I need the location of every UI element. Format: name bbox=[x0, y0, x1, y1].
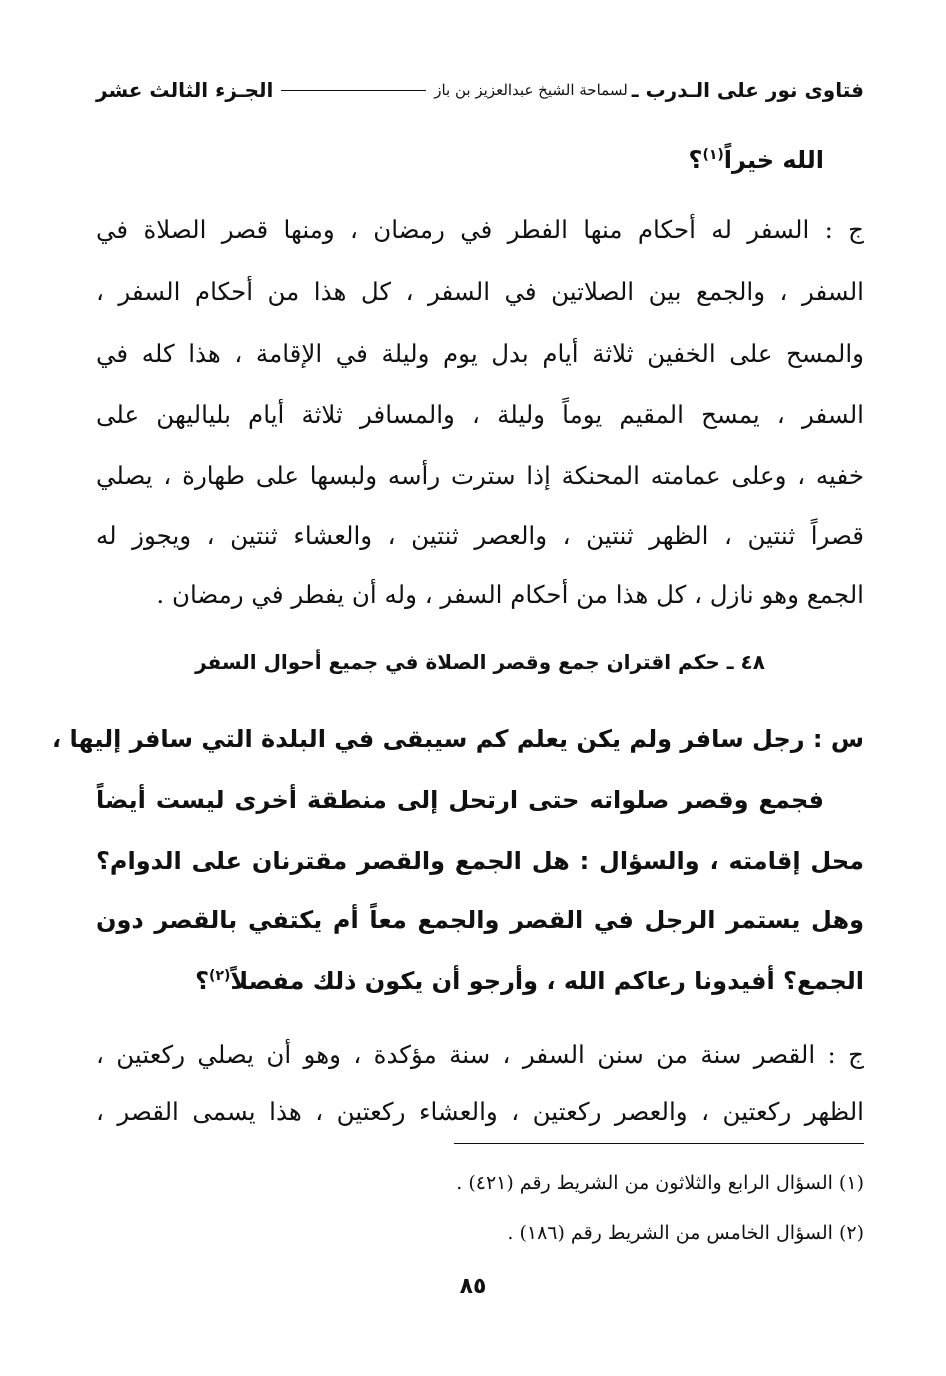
question2-line-1: س : رجل سافر ولم يكن يعلم كم سيبقى في البلدة التي سافر إليها ، bbox=[52, 725, 864, 753]
question2-line-2: فجمع وقصر صلواته حتى ارتحل إلى منطقة أخرى ليست أيضاً bbox=[96, 786, 824, 814]
footnote-2: (٢) السؤال الخامس من الشريط رقم (١٨٦) . bbox=[507, 1222, 864, 1244]
header-part: الجـزء الثالث عشر bbox=[96, 78, 274, 102]
answer2-line-1: ج : القصر سنة من سنن السفر ، سنة مؤكدة ، وهو أن يصلي ركعتين ، bbox=[96, 1040, 864, 1069]
answer1-line-5: خفيه ، وعلى عمامته المحنكة إذا سترت رأسه ولبسها على طهارة ، يصلي bbox=[96, 461, 864, 490]
answer1-line-4: السفر ، يمسح المقيم يوماً وليلة ، والمسافر ثلاثة أيام بلياليهن على bbox=[96, 400, 864, 429]
footnote-separator bbox=[454, 1143, 864, 1144]
previous-question-text: الله خيراً bbox=[723, 146, 824, 174]
question2-line-4: وهل يستمر الرجل في القصر والجمع معاً أم يكتفي بالقصر دون bbox=[96, 906, 864, 934]
question2-line-3: محل إقامته ، والسؤال : هل الجمع والقصر مقترنان على الدوام؟ bbox=[96, 847, 864, 875]
answer1-line-1: ج : السفر له أحكام منها الفطر في رمضان ، ومنها قصر الصلاة في bbox=[96, 215, 864, 244]
section-heading: ٤٨ ـ حكم اقتران جمع وقصر الصلاة في جميع أحوال السفر bbox=[195, 650, 765, 674]
previous-question-end bbox=[96, 146, 824, 174]
answer2-line-2: الظهر ركعتين ، والعصر ركعتين ، والعشاء ركعتين ، هذا يسمى القصر ، bbox=[96, 1097, 864, 1126]
footnote-1: (١) السؤال الرابع والثلاثون من الشريط رقم (٤٢١) . bbox=[456, 1172, 864, 1194]
running-header bbox=[96, 74, 864, 106]
answer1-line-2: السفر ، والجمع بين الصلاتين في السفر ، كل هذا من أحكام السفر ، bbox=[96, 277, 864, 306]
footnote-marker-1: (١) bbox=[702, 147, 724, 163]
footnote-marker-2: (٢) bbox=[209, 968, 231, 984]
question2-mark: ؟ bbox=[195, 967, 210, 995]
question-mark: ؟ bbox=[688, 146, 703, 174]
question2-line-5 bbox=[96, 967, 864, 995]
question2-last-text: الجمع؟ أفيدونا رعاكم الله ، وأرجو أن يكون ذلك مفصلاً bbox=[230, 967, 864, 995]
header-author: لسماحة الشيخ عبدالعزيز بن باز bbox=[434, 81, 628, 99]
answer1-line-7: الجمع وهو نازل ، كل هذا من أحكام السفر ، وله أن يفطر في رمضان . bbox=[156, 580, 864, 609]
header-rule bbox=[281, 90, 426, 91]
answer1-line-6: قصراً ثنتين ، الظهر ثنتين ، والعصر ثنتين ، والعشاء ثنتين ، ويجوز له bbox=[96, 521, 864, 550]
answer1-line-3: والمسح على الخفين ثلاثة أيام بدل يوم وليلة في الإقامة ، هذا كله في bbox=[96, 339, 864, 368]
page-number: ٨٥ bbox=[459, 1274, 487, 1299]
header-book-title: فتاوى نور على الـدرب ـ bbox=[631, 78, 864, 102]
